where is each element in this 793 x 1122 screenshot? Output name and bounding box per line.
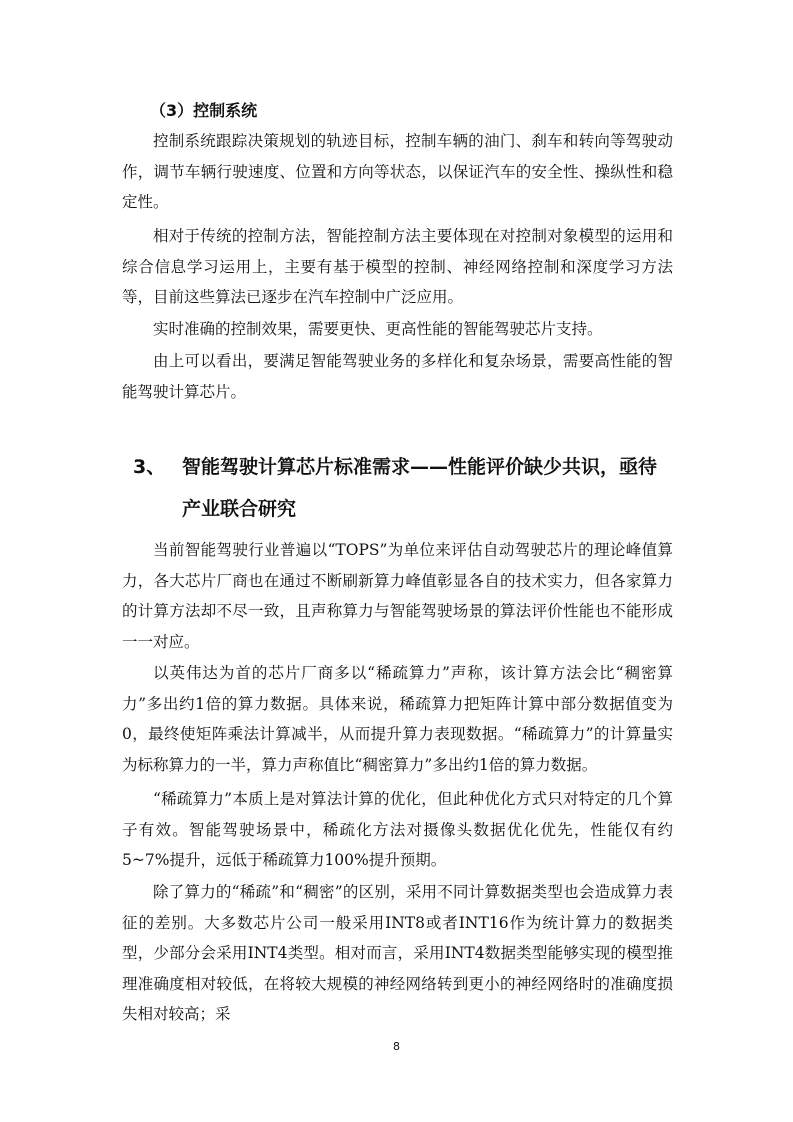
paragraph-data-types: 除了算力的“稀疏”和“稠密”的区别，采用不同计算数据类型也会造成算力表征的差别。大多数芯片公司一般采用INT8或者INT16作为统计算力的数据类型，少部分会采用INT4类型。相对而言，采用INT4数据类型能够实现的模型推理准确度相对较低，在将较大规模的神经网络转到更小的神经网络时的准确度损失相对较高；采: [122, 883, 673, 1024]
paragraph-sparse-compute: 以英伟达为首的芯片厂商多以“稀疏算力”声称，该计算方法会比“稠密算力”多出约1倍的算力数据。具体来说，稀疏算力把矩阵计算中部分数据值变为0，最终使矩阵乘法计算减半，从而提升算力表现数据。“稀疏算力”的计算量实为标称算力的一半，算力声称值比“稠密算力”多出约1倍的算力数据。: [122, 664, 673, 774]
page-number: 8: [393, 1040, 400, 1053]
paragraph-control-system-4: 由上可以看出，要满足智能驾驶业务的多样化和复杂场景，需要高性能的智能驾驶计算芯片。: [122, 352, 673, 401]
paragraph-tops: 当前智能驾驶行业普遍以“TOPS”为单位来评估自动驾驶芯片的理论峰值算力，各大芯片厂商也在通过不断刷新算力峰值彰显各自的技术实力，但各家算力的计算方法却不尽一致，且声称算力与智能驾驶场景的算法评价性能也不能形成一一对应。: [122, 541, 673, 651]
paragraph-control-system-2: 相对于传统的控制方法，智能控制方法主要体现在对控制对象模型的运用和综合信息学习运用上，主要有基于模型的控制、神经网络控制和深度学习方法等，目前这些算法已逐步在汽车控制中广泛应用。: [122, 227, 673, 307]
paragraph-sparse-optimization: “稀疏算力”本质上是对算法计算的优化，但此种优化方式只对特定的几个算子有效。智能驾驶场景中，稀疏化方法对摄像头数据优化优先，性能仅有约5~7%提升，远低于稀疏算力100%提升预期。: [122, 790, 673, 870]
section-heading-line-1: 智能驾驶计算芯片标准需求——性能评价缺少共识，亟待: [182, 456, 658, 478]
paragraph-control-system-1: 控制系统跟踪决策规划的轨迹目标，控制车辆的油门、刹车和转向等驾驶动作，调节车辆行驶速度、位置和方向等状态，以保证汽车的安全性、操纵性和稳定性。: [122, 132, 673, 212]
subsection-heading-control-system: （3）控制系统: [150, 101, 258, 120]
section-heading-number: 3、: [133, 456, 166, 478]
section-heading-line-2: 产业联合研究: [182, 498, 297, 520]
paragraph-control-system-3: 实时准确的控制效果，需要更快、更高性能的智能驾驶芯片支持。: [153, 320, 603, 338]
